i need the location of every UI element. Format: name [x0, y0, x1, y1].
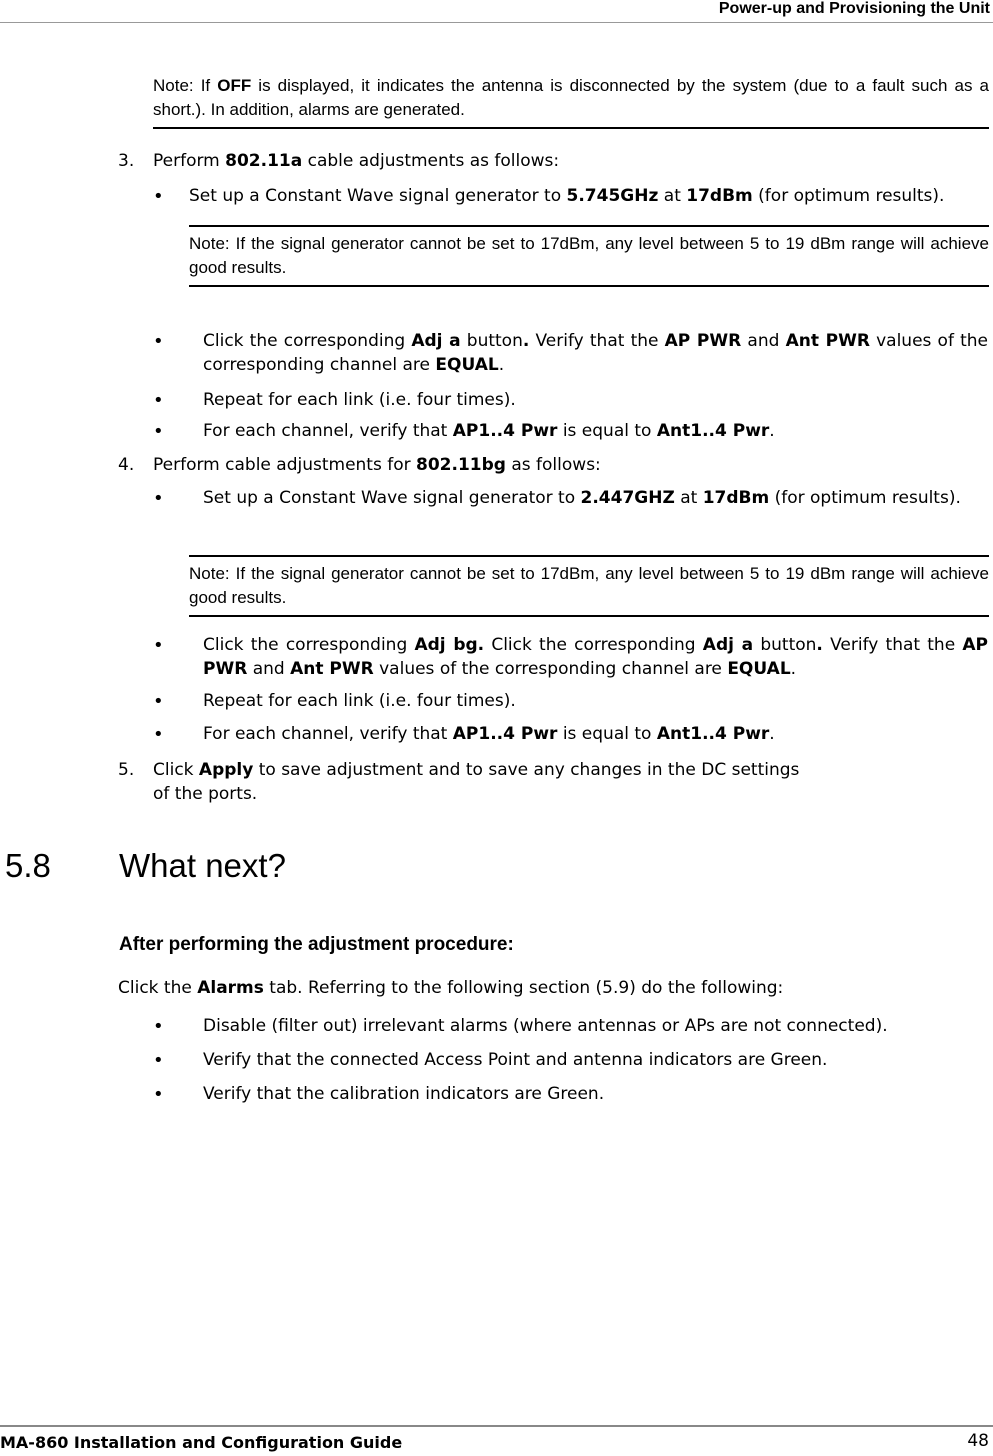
section-title: What next?	[119, 847, 286, 884]
bullet-icon: •	[153, 691, 164, 712]
bullet-icon: •	[153, 724, 164, 745]
step-3-bullet-signal-generator: Set up a Constant Wave signal generator to 5.745GHz at 17dBm (for optimum results).	[189, 186, 945, 206]
step-4-number: 4.	[118, 455, 135, 475]
bullet-icon: •	[153, 390, 164, 411]
section-intro: Click the Alarms tab. Referring to the following section (5.9) do the following:	[118, 978, 784, 998]
section-bullet: Verify that the calibration indicators are Green.	[203, 1084, 605, 1104]
subheading: After performing the adjustment procedure:	[119, 934, 514, 955]
step-3-note: Note: If the signal generator cannot be set to 17dBm, any level between 5 to 19 dBm range will achieve good results.	[189, 225, 989, 287]
bullet-icon: •	[153, 1050, 164, 1071]
bullet-icon: •	[153, 331, 164, 352]
step-5-number: 5.	[118, 760, 135, 780]
page-number: 48	[967, 1431, 989, 1451]
bullet-icon: •	[153, 421, 164, 442]
step-4-bullet-signal-generator: Set up a Constant Wave signal generator to 2.447GHZ at 17dBm (for optimum results).	[203, 488, 961, 508]
step-4-bullet-verify: For each channel, verify that AP1..4 Pwr is equal to Ant1..4 Pwr.	[203, 724, 775, 744]
footer-rule	[0, 1425, 993, 1427]
bullet-icon: •	[153, 1084, 164, 1105]
step-3-number: 3.	[118, 151, 135, 171]
step-5-text-line2: of the ports.	[153, 784, 258, 804]
running-header: Power-up and Provisioning the Unit	[718, 0, 990, 17]
bullet-icon: •	[153, 635, 164, 656]
step-4-heading: Perform cable adjustments for 802.11bg as follows:	[153, 455, 601, 475]
step-4-note: Note: If the signal generator cannot be set to 17dBm, any level between 5 to 19 dBm range will achieve good results.	[189, 555, 989, 617]
header-rule	[0, 22, 993, 23]
note-antenna-off: Note: If OFF is displayed, it indicates the antenna is disconnected by the system (due to a fault such as a short.). In addition, alarms are generated.	[153, 74, 989, 129]
footer-title: MA-860 Installation and Configuration Guide	[0, 1433, 403, 1452]
section-number: 5.8	[5, 847, 51, 884]
step-5-text: Click Apply to save adjustment and to save any changes in the DC settings	[153, 760, 800, 780]
step-3-bullet-repeat: Repeat for each link (i.e. four times).	[203, 390, 516, 410]
bullet-icon: •	[153, 1016, 164, 1037]
section-bullet: Disable (filter out) irrelevant alarms (where antennas or APs are not connected).	[203, 1016, 888, 1036]
step-3-bullet-adj-a: Click the corresponding Adj a button. Verify that the AP PWR and Ant PWR values of the corresponding channel are EQUAL.	[203, 331, 989, 375]
section-bullet: Verify that the connected Access Point and antenna indicators are Green.	[203, 1050, 828, 1070]
bullet-icon: •	[153, 186, 164, 207]
step-4-bullet-repeat: Repeat for each link (i.e. four times).	[203, 691, 516, 711]
step-3-heading: Perform 802.11a cable adjustments as follows:	[153, 151, 560, 171]
step-4-bullet-adj-bg: Click the corresponding Adj bg. Click the corresponding Adj a button. Verify that the AP PWR and Ant PWR values of the corresponding channel are EQUAL.	[203, 635, 988, 679]
step-3-bullet-verify: For each channel, verify that AP1..4 Pwr is equal to Ant1..4 Pwr.	[203, 421, 775, 441]
bullet-icon: •	[153, 488, 164, 509]
